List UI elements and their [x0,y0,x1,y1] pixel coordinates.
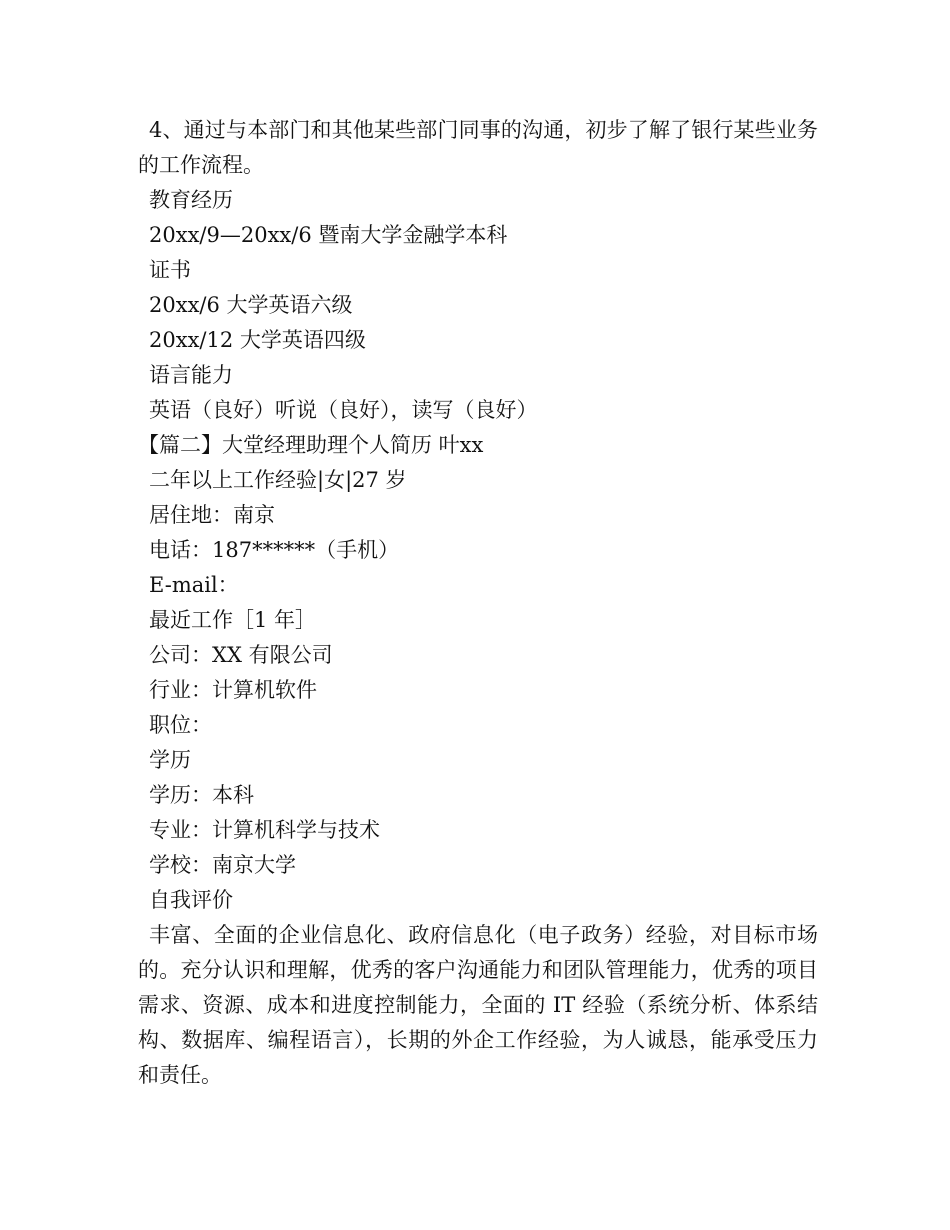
certificate-cet6: 20xx/6 大学英语六级 [149,293,353,317]
profile-phone: 电话：187******（手机） [149,538,400,562]
education-school: 学校：南京大学 [149,853,296,877]
certificate-cet4: 20xx/12 大学英语四级 [149,328,366,352]
heading-language-skills: 语言能力 [149,363,233,387]
heading-education: 教育经历 [149,188,233,212]
profile-residence: 居住地：南京 [149,503,275,527]
heading-certificates: 证书 [149,258,191,282]
work-company: 公司：XX 有限公司 [149,643,333,667]
education-major: 专业：计算机科学与技术 [149,818,380,842]
paragraph-self-evaluation: 丰富、全面的企业信息化、政府信息化（电子政务）经验，对目标市场的。充分认识和理解，优秀的客户沟通能力和团队管理能力，优秀的项目需求、资源、成本和进度控制能力，全面的 IT 经验（系统分析、体系结构、数据库、编程语言），长期的外企工作经验，为人诚恳，能承受压力和责任。 [138,923,818,1087]
work-position: 职位： [149,713,212,737]
heading-education-2: 学历 [149,748,191,772]
heading-recent-work: 最近工作［1 年］ [149,608,317,632]
education-entry: 20xx/9—20xx/6 暨南大学金融学本科 [149,223,508,247]
heading-self-evaluation: 自我评价 [149,888,233,912]
section-title-part-two: 【篇二】大堂经理助理个人简历 叶xx [138,433,484,457]
paragraph-work-item-4: 4、通过与本部门和其他某些部门同事的沟通，初步了解了银行某些业务的工作流程。 [138,118,818,177]
profile-email: E-mail： [149,573,239,597]
education-degree: 学历：本科 [149,783,254,807]
profile-summary: 二年以上工作经验|女|27 岁 [149,468,407,492]
document-page [138,113,818,1093]
work-industry: 行业：计算机软件 [149,678,317,702]
language-english: 英语（良好）听说（良好），读写（良好） [149,398,538,422]
